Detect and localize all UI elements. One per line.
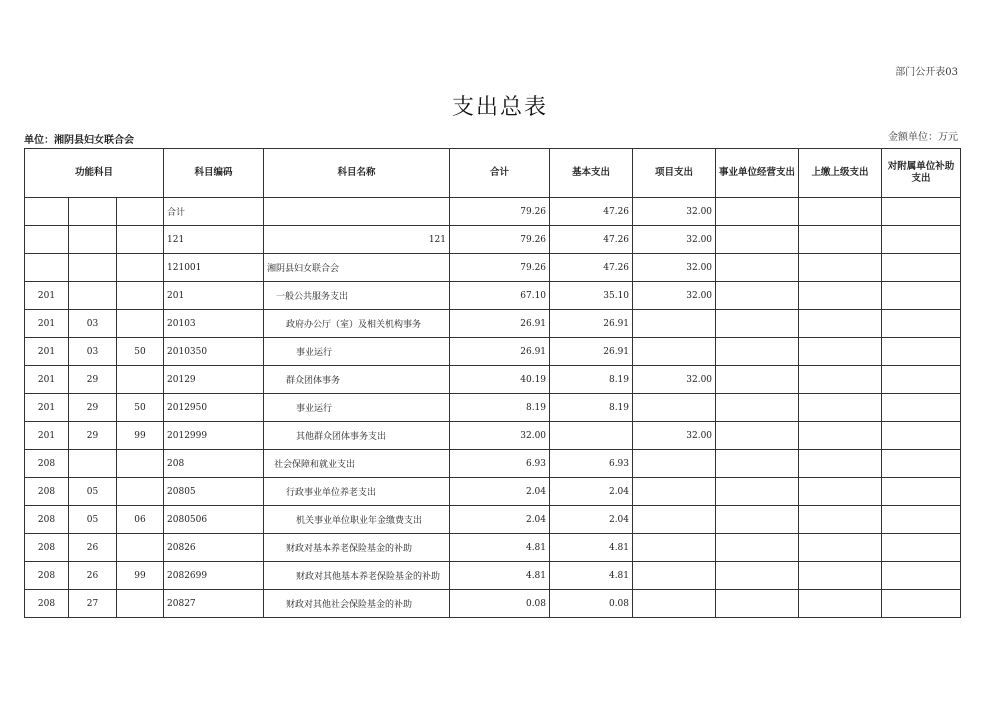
table-row [25, 422, 961, 450]
name-cell: 一般公共服务支出 [264, 282, 450, 310]
func-class-cell: 208 [25, 590, 69, 618]
total-cell: 26.91 [450, 338, 550, 366]
project-cell [633, 338, 716, 366]
total-cell: 26.91 [450, 310, 550, 338]
func-section-cell [69, 282, 117, 310]
total-cell: 4.81 [450, 562, 550, 590]
header-func: 功能科目 [25, 149, 164, 198]
total-cell: 67.10 [450, 282, 550, 310]
func-class-cell: 208 [25, 450, 69, 478]
func-section-cell: 26 [69, 534, 117, 562]
func-section-cell [69, 226, 117, 254]
project-cell [633, 534, 716, 562]
func-section-cell: 03 [69, 338, 117, 366]
upper-cell [799, 338, 882, 366]
total-cell: 6.93 [450, 450, 550, 478]
func-item-cell: 50 [117, 394, 164, 422]
func-section-cell: 27 [69, 590, 117, 618]
func-section-cell: 05 [69, 478, 117, 506]
subsidy-cell [882, 590, 961, 618]
total-cell: 79.26 [450, 198, 550, 226]
func-item-cell [117, 254, 164, 282]
code-cell: 20129 [164, 366, 264, 394]
code-cell: 2080506 [164, 506, 264, 534]
subsidy-cell [882, 338, 961, 366]
func-item-cell: 50 [117, 338, 164, 366]
func-item-cell [117, 226, 164, 254]
table-row [25, 450, 961, 478]
table-row [25, 282, 961, 310]
subsidy-cell [882, 226, 961, 254]
basic-cell: 47.26 [550, 226, 633, 254]
table-row [25, 254, 961, 282]
business-cell [716, 254, 799, 282]
project-cell: 32.00 [633, 226, 716, 254]
func-class-cell: 208 [25, 506, 69, 534]
func-section-cell: 29 [69, 394, 117, 422]
upper-cell [799, 478, 882, 506]
upper-cell [799, 506, 882, 534]
total-cell: 8.19 [450, 394, 550, 422]
code-cell: 20827 [164, 590, 264, 618]
name-cell: 机关事业单位职业年金缴费支出 [264, 506, 450, 534]
func-item-cell [117, 282, 164, 310]
basic-cell [550, 422, 633, 450]
header-name: 科目名称 [264, 149, 450, 198]
func-class-cell [25, 226, 69, 254]
subsidy-cell [882, 282, 961, 310]
code-cell: 121 [164, 226, 264, 254]
code-cell: 121001 [164, 254, 264, 282]
basic-cell: 26.91 [550, 338, 633, 366]
subsidy-cell [882, 198, 961, 226]
subsidy-cell [882, 450, 961, 478]
basic-cell: 4.81 [550, 534, 633, 562]
func-item-cell: 99 [117, 562, 164, 590]
total-cell: 2.04 [450, 506, 550, 534]
business-cell [716, 534, 799, 562]
func-class-cell: 201 [25, 366, 69, 394]
business-cell [716, 562, 799, 590]
code-cell: 20805 [164, 478, 264, 506]
upper-cell [799, 310, 882, 338]
upper-cell [799, 282, 882, 310]
form-id: 部门公开表03 [895, 67, 958, 78]
unit-label: 单位：湘阴县妇女联合会 [24, 135, 134, 146]
func-item-cell: 06 [117, 506, 164, 534]
total-cell: 79.26 [450, 254, 550, 282]
func-section-cell: 29 [69, 366, 117, 394]
total-cell: 32.00 [450, 422, 550, 450]
upper-cell [799, 198, 882, 226]
func-class-cell: 208 [25, 562, 69, 590]
expenditure-table [24, 148, 961, 618]
func-class-cell: 201 [25, 422, 69, 450]
header-upper: 上缴上级支出 [799, 149, 882, 198]
name-cell: 政府办公厅（室）及相关机构事务 [264, 310, 450, 338]
table-row [25, 338, 961, 366]
func-section-cell [69, 198, 117, 226]
business-cell [716, 310, 799, 338]
name-cell: 财政对其他社会保险基金的补助 [264, 590, 450, 618]
func-section-cell: 03 [69, 310, 117, 338]
business-cell [716, 478, 799, 506]
table-row [25, 478, 961, 506]
code-cell: 2082699 [164, 562, 264, 590]
func-class-cell: 201 [25, 310, 69, 338]
basic-cell: 8.19 [550, 366, 633, 394]
func-item-cell [117, 478, 164, 506]
func-section-cell [69, 254, 117, 282]
func-item-cell [117, 534, 164, 562]
func-section-cell: 29 [69, 422, 117, 450]
subsidy-cell [882, 534, 961, 562]
name-cell: 财政对其他基本养老保险基金的补助 [264, 562, 450, 590]
table-row [25, 198, 961, 226]
name-cell [264, 198, 450, 226]
page-title: 支出总表 [451, 95, 548, 120]
basic-cell: 2.04 [550, 478, 633, 506]
project-cell: 32.00 [633, 366, 716, 394]
func-item-cell: 99 [117, 422, 164, 450]
project-cell [633, 394, 716, 422]
project-cell [633, 590, 716, 618]
project-cell [633, 310, 716, 338]
header-business: 事业单位经营支出 [716, 149, 799, 198]
subsidy-cell [882, 478, 961, 506]
business-cell [716, 338, 799, 366]
business-cell [716, 366, 799, 394]
code-cell: 2012950 [164, 394, 264, 422]
code-cell: 2012999 [164, 422, 264, 450]
basic-cell: 2.04 [550, 506, 633, 534]
func-item-cell [117, 366, 164, 394]
subsidy-cell [882, 422, 961, 450]
project-cell [633, 562, 716, 590]
upper-cell [799, 254, 882, 282]
func-class-cell [25, 198, 69, 226]
code-cell: 201 [164, 282, 264, 310]
subsidy-cell [882, 394, 961, 422]
business-cell [716, 506, 799, 534]
upper-cell [799, 534, 882, 562]
code-cell: 20103 [164, 310, 264, 338]
basic-cell: 47.26 [550, 254, 633, 282]
business-cell [716, 450, 799, 478]
basic-cell: 0.08 [550, 590, 633, 618]
header-basic: 基本支出 [550, 149, 633, 198]
basic-cell: 47.26 [550, 198, 633, 226]
name-cell: 社会保障和就业支出 [264, 450, 450, 478]
total-cell: 2.04 [450, 478, 550, 506]
table-row [25, 506, 961, 534]
func-class-cell: 208 [25, 534, 69, 562]
upper-cell [799, 590, 882, 618]
upper-cell [799, 422, 882, 450]
func-item-cell [117, 198, 164, 226]
total-cell: 4.81 [450, 534, 550, 562]
func-item-cell [117, 590, 164, 618]
total-cell: 79.26 [450, 226, 550, 254]
project-cell: 32.00 [633, 254, 716, 282]
table-row [25, 310, 961, 338]
func-section-cell [69, 450, 117, 478]
func-section-cell: 26 [69, 562, 117, 590]
project-cell [633, 478, 716, 506]
business-cell [716, 590, 799, 618]
business-cell [716, 422, 799, 450]
code-cell: 2010350 [164, 338, 264, 366]
subsidy-cell [882, 562, 961, 590]
total-cell: 0.08 [450, 590, 550, 618]
project-cell: 32.00 [633, 198, 716, 226]
subsidy-cell [882, 254, 961, 282]
table-row [25, 226, 961, 254]
func-class-cell: 208 [25, 478, 69, 506]
project-cell: 32.00 [633, 422, 716, 450]
table-row [25, 534, 961, 562]
func-class-cell: 201 [25, 394, 69, 422]
business-cell [716, 282, 799, 310]
project-cell [633, 506, 716, 534]
header-subsidy: 对附属单位补助支出 [882, 149, 961, 198]
name-cell: 群众团体事务 [264, 366, 450, 394]
basic-cell: 4.81 [550, 562, 633, 590]
subsidy-cell [882, 366, 961, 394]
func-class-cell: 201 [25, 282, 69, 310]
total-cell: 40.19 [450, 366, 550, 394]
subsidy-cell [882, 310, 961, 338]
upper-cell [799, 226, 882, 254]
upper-cell [799, 366, 882, 394]
header-total: 合计 [450, 149, 550, 198]
upper-cell [799, 562, 882, 590]
basic-cell: 6.93 [550, 450, 633, 478]
name-cell: 湘阴县妇女联合会 [264, 254, 450, 282]
func-item-cell [117, 310, 164, 338]
project-cell: 32.00 [633, 282, 716, 310]
code-cell: 合计 [164, 198, 264, 226]
name-cell: 121 [264, 226, 450, 254]
func-class-cell [25, 254, 69, 282]
business-cell [716, 226, 799, 254]
name-cell: 行政事业单位养老支出 [264, 478, 450, 506]
table-row [25, 562, 961, 590]
name-cell: 事业运行 [264, 338, 450, 366]
func-item-cell [117, 450, 164, 478]
upper-cell [799, 450, 882, 478]
subsidy-cell [882, 506, 961, 534]
basic-cell: 35.10 [550, 282, 633, 310]
project-cell [633, 450, 716, 478]
code-cell: 20826 [164, 534, 264, 562]
basic-cell: 26.91 [550, 310, 633, 338]
func-class-cell: 201 [25, 338, 69, 366]
table-row [25, 394, 961, 422]
code-cell: 208 [164, 450, 264, 478]
basic-cell: 8.19 [550, 394, 633, 422]
business-cell [716, 198, 799, 226]
money-unit-label: 金额单位：万元 [888, 132, 958, 143]
business-cell [716, 394, 799, 422]
name-cell: 事业运行 [264, 394, 450, 422]
table-header-row [25, 149, 961, 198]
table-row [25, 366, 961, 394]
upper-cell [799, 394, 882, 422]
func-section-cell: 05 [69, 506, 117, 534]
name-cell: 其他群众团体事务支出 [264, 422, 450, 450]
name-cell: 财政对基本养老保险基金的补助 [264, 534, 450, 562]
table-row [25, 590, 961, 618]
header-code: 科目编码 [164, 149, 264, 198]
header-project: 项目支出 [633, 149, 716, 198]
